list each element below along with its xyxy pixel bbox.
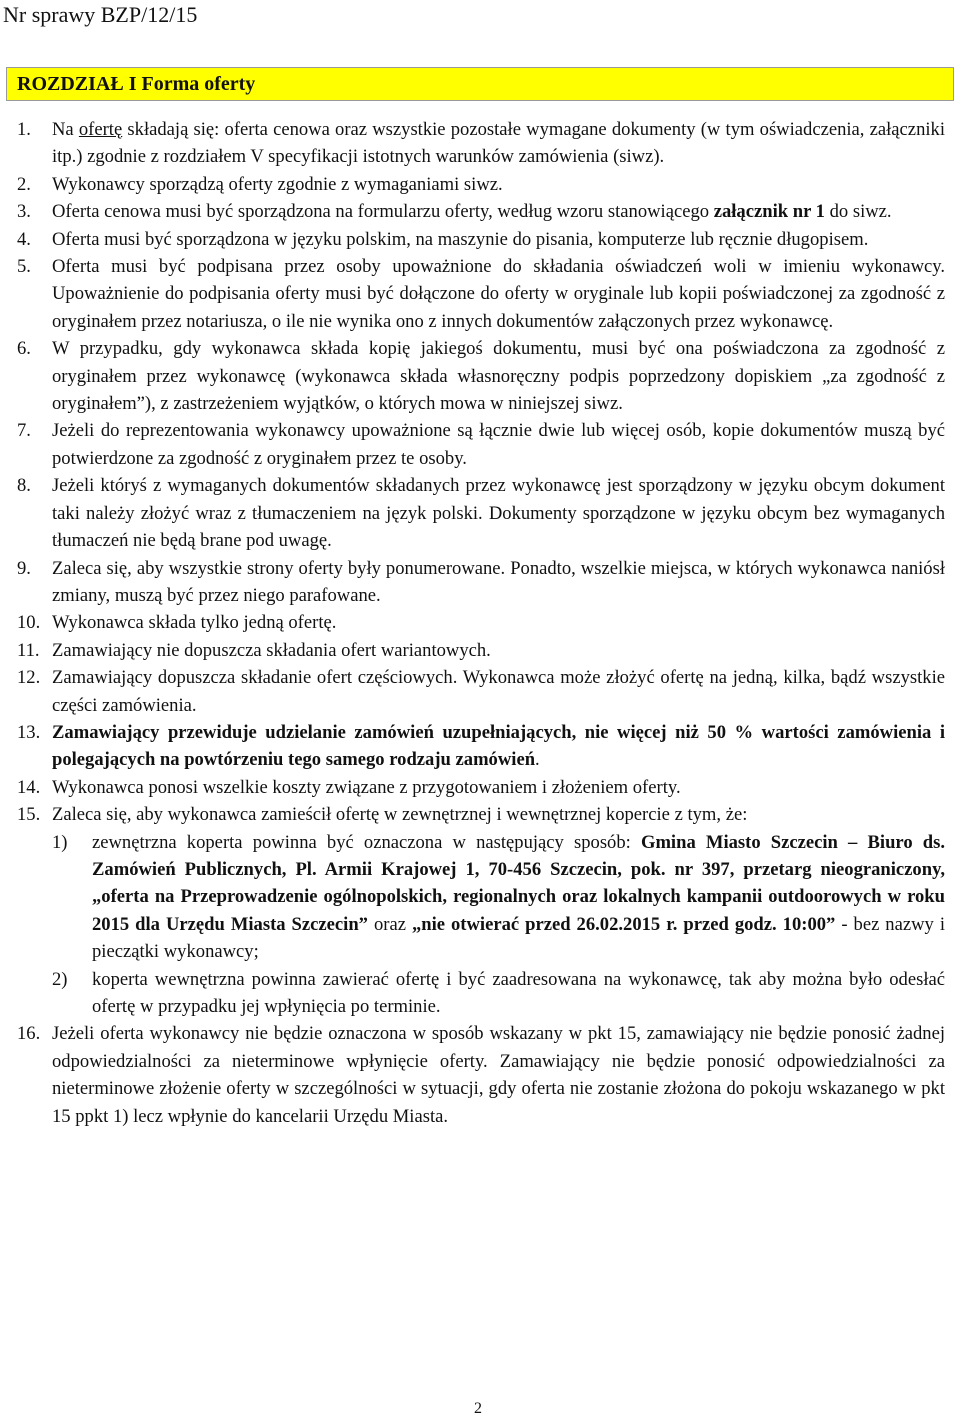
list-item [17,171,945,198]
list-item [17,417,945,472]
item-text: . [535,749,540,771]
list-item [17,774,945,801]
list-item [17,555,945,610]
list-item [17,472,945,554]
item-number: 16. [17,1023,41,1045]
item-text: Zaleca się, aby wykonawca zamieścił ofertę w zewnętrznej i wewnętrznej kopercie z tym, że: [52,804,748,826]
item-text: Na [52,119,79,140]
item-number: 6. [17,338,31,360]
sub-item-text: oraz [367,913,412,935]
list-item [17,226,945,253]
item-number: 7. [17,420,31,442]
item-number: 11. [17,639,40,661]
item-number: 8. [17,475,31,497]
list-item [17,116,945,171]
item-number: 14. [17,776,41,798]
requirements-list [17,116,945,1130]
list-item [17,637,945,664]
item-text-bold: Zamawiający przewiduje udzielanie zamówień uzupełniających, nie więcej niż 50 % wartości zamówienia i polegających na powtórzeniu tego samego rodzaju zamówień [52,721,945,771]
item-text: Jeżeli oferta wykonawcy nie będzie oznaczona w sposób wskazany w pkt 15, zamawiający nie będzie ponosić żadnej odpowiedzialności za nieterminowe wpłynięcie oferty. Zamawiający nie będzie ponosić odpowiedzialności za nieterminowe złożenie oferty w szczególności w sytuacji, gdy oferta nie zostanie złożona do pokoju wskazanego w pkt 15 ppkt 1) lecz wpłynie do kancelarii Urzędu Miasta. [52,1023,945,1127]
sub-item-text: - bez nazwy i pieczątki wykonawcy; [92,913,945,963]
sub-list-item [52,966,945,1021]
list-item [17,609,945,636]
chapter-heading [6,67,954,101]
item-number: 10. [17,612,41,634]
list-item [17,664,945,719]
sub-item-number: 2) [52,968,68,990]
item-text-underlined: ofertę [78,119,123,140]
list-item [17,1020,945,1130]
item-text: W przypadku, gdy wykonawca składa kopię jakiegoś dokumentu, musi być ona poświadczona za zgodność z oryginałem przez wykonawcę (wykonawca składa własnoręczny podpis poprzedzony dopiskiem „za zgodność z oryginałem”), z zastrzeżeniem wyjątków, o których mowa w niniejszej siwz. [52,338,945,415]
list-item [17,198,945,225]
page-number: 2 [474,1400,482,1417]
item-number: 5. [17,256,31,278]
list-item [17,719,945,774]
list-item [17,335,945,417]
item-number: 12. [17,667,41,689]
item-text: składają się: oferta cenowa oraz wszystkie pozostałe wymagane dokumenty (w tym oświadczenia, załączniki itp.) zgodnie z rozdziałem V specyfikacji istotnych warunków zamówienia (siwz). [52,119,945,168]
sub-item-text: zewnętrzna koperta powinna być oznaczona w następujący sposób: [92,831,641,853]
item-text: Jeżeli do reprezentowania wykonawcy upoważnione są łącznie dwie lub więcej osób, kopie dokumentów muszą być potwierdzone za zgodność z oryginałem przez te osoby. [52,420,945,469]
item-number: 3. [17,201,31,223]
item-text: Oferta musi być podpisana przez osoby upoważnione do składania oświadczeń woli w imieniu wykonawcy. Upoważnienie do podpisania oferty musi być dołączone do oferty w oryginale lub kopii poświadczonej za zgodność z oryginałem przez notariusza, o ile nie wynika ono z innych dokumentów załączonych przez wykonawcę. [52,256,945,332]
item-number: 1. [17,119,31,140]
item-text: Zamawiający nie dopuszcza składania ofert wariantowych. [52,639,491,661]
item-number: 2. [17,173,31,195]
item-text: Zamawiający dopuszcza składanie ofert częściowych. Wykonawca może złożyć ofertę na jedną, kilka, bądź wszystkie części zamówienia. [52,667,945,716]
list-item [17,253,945,335]
sub-item-text: koperta wewnętrzna powinna zawierać ofertę i być zaadresowana na wykonawcę, tak aby można było odesłać ofertę w przypadku jej wpłynięcia po terminie. [92,968,945,1017]
item-text: Wykonawca składa tylko jedną ofertę. [52,612,337,634]
item-text: Oferta cenowa musi być sporządzona na formularzu oferty, według wzoru stanowiącego [52,201,714,223]
sub-item-text-bold: Gmina Miasto Szczecin – Biuro ds. Zamówień Publicznych, Pl. Armii Krajowej 1, 70-456 Szczecin, pok. nr 397, przetarg nieograniczony, „oferta na Przeprowadzenie ogólnopolskich, regionalnych oraz lokalnych kampanii outdoorowych w roku 2015 dla Urzędu Miasta Szczecin” [92,831,945,935]
list-item [17,801,945,1020]
item-number: 15. [17,804,41,826]
item-text: Oferta musi być sporządzona w języku polskim, na maszynie do pisania, komputerze lub ręcznie długopisem. [52,228,869,250]
item-text: Jeżeli któryś z wymaganych dokumentów składanych przez wykonawcę jest sporządzony w języku obcym dokument taki należy złożyć wraz z tłumaczeniem na język polski. Dokumenty sporządzone w języku obcym bez wymaganych tłumaczeń nie będą brane pod uwagę. [52,475,945,552]
chapter-title: ROZDZIAŁ I Forma oferty [17,73,256,95]
item-text: Zaleca się, aby wszystkie strony oferty były ponumerowane. Ponadto, wszelkie miejsca, w których wykonawca naniósł zmiany, muszą być przez niego parafowane. [52,557,945,606]
item-number: 13. [17,721,41,743]
case-number: Nr sprawy BZP/12/15 [3,2,198,27]
item-number: 4. [17,228,31,250]
item-text: do siwz. [824,201,892,223]
item-text-bold: załącznik nr 1 [713,201,825,223]
sub-item-number: 1) [52,831,68,853]
item-number: 9. [17,557,31,579]
sub-list-item [52,829,945,966]
item-text: Wykonawca ponosi wszelkie koszty związane z przygotowaniem i złożeniem oferty. [52,776,681,798]
item-text: Wykonawcy sporządzą oferty zgodnie z wymaganiami siwz. [52,173,503,195]
sub-item-text-bold: „nie otwierać przed 26.02.2015 r. przed godz. 10:00” [411,913,836,935]
